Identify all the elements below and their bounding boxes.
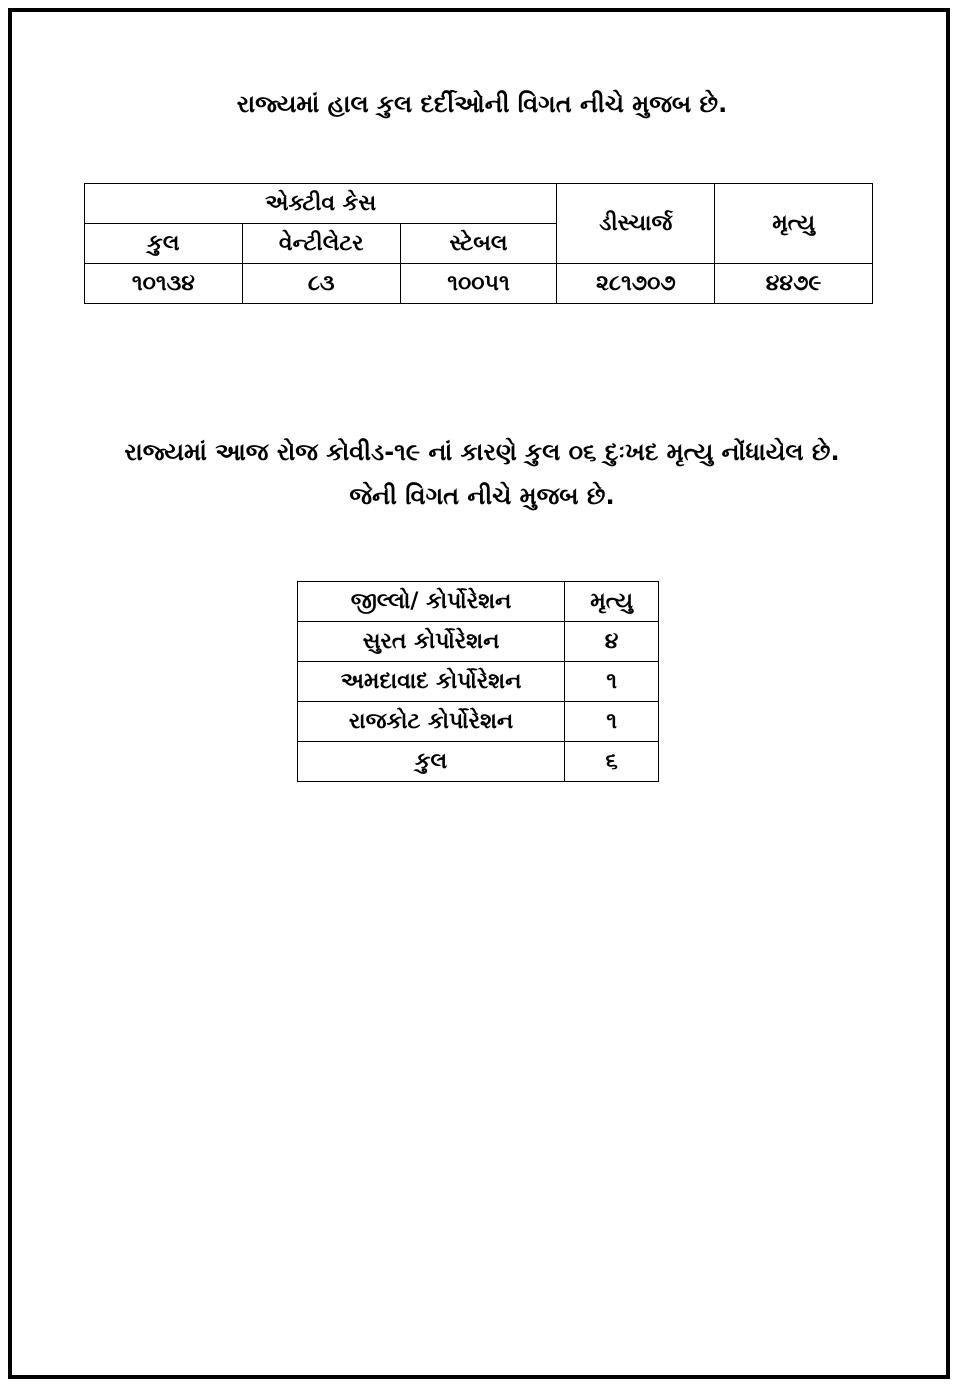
death-header: મૃત્યુ bbox=[565, 582, 659, 622]
district-cell: સુરત કોર્પોરેશન bbox=[298, 622, 565, 662]
ventilator-header: વેન્ટીલેટર bbox=[242, 224, 400, 264]
total-header: કુલ bbox=[85, 224, 243, 264]
death-cell: ૧ bbox=[565, 662, 659, 702]
deaths-heading-line-2: જેની વિગત નીચે મુજબ છે. bbox=[349, 482, 615, 510]
total-value: ૧૦૧૩૪ bbox=[85, 264, 243, 304]
table-row bbox=[298, 622, 659, 662]
discharge-value: ૨૮૧૭૦૭ bbox=[557, 264, 715, 304]
table-row bbox=[298, 662, 659, 702]
death-header: મૃત્યુ bbox=[715, 184, 873, 264]
district-header: જીલ્લો/ કોર્પોરેશન bbox=[298, 582, 565, 622]
total-death-cell: ૬ bbox=[565, 742, 659, 782]
discharge-header: ડીસ્ચાર્જ bbox=[557, 184, 715, 264]
table-header-row bbox=[85, 184, 873, 224]
table-row bbox=[298, 702, 659, 742]
district-cell: અમદાવાદ કોર્પોરેશન bbox=[298, 662, 565, 702]
district-cell: રાજકોટ કોર્પોરેશન bbox=[298, 702, 565, 742]
active-cases-header: એક્ટીવ કેસ bbox=[85, 184, 557, 224]
death-cell: ૧ bbox=[565, 702, 659, 742]
deaths-by-district-table bbox=[297, 581, 659, 782]
patient-summary-table bbox=[84, 183, 873, 304]
total-label-cell: કુલ bbox=[298, 742, 565, 782]
ventilator-value: ૮૩ bbox=[242, 264, 400, 304]
table-row bbox=[85, 264, 873, 304]
death-cell: ૪ bbox=[565, 622, 659, 662]
deaths-heading-line-1: રાજ્યમાં આજ રોજ કોવીડ-૧૯ નાં કારણે કુલ ૦૬ દુઃખદ મૃત્યુ નોંધાયેલ છે. bbox=[124, 438, 840, 466]
total-row bbox=[298, 742, 659, 782]
current-patients-heading: રાજ્યમાં હાલ કુલ દર્દીઓની વિગત નીચે મુજબ છે. bbox=[236, 90, 728, 118]
death-value: ૪૪૭૯ bbox=[715, 264, 873, 304]
stable-value: ૧૦૦૫૧ bbox=[400, 264, 557, 304]
table-header-row bbox=[298, 582, 659, 622]
stable-header: સ્ટેબલ bbox=[400, 224, 557, 264]
